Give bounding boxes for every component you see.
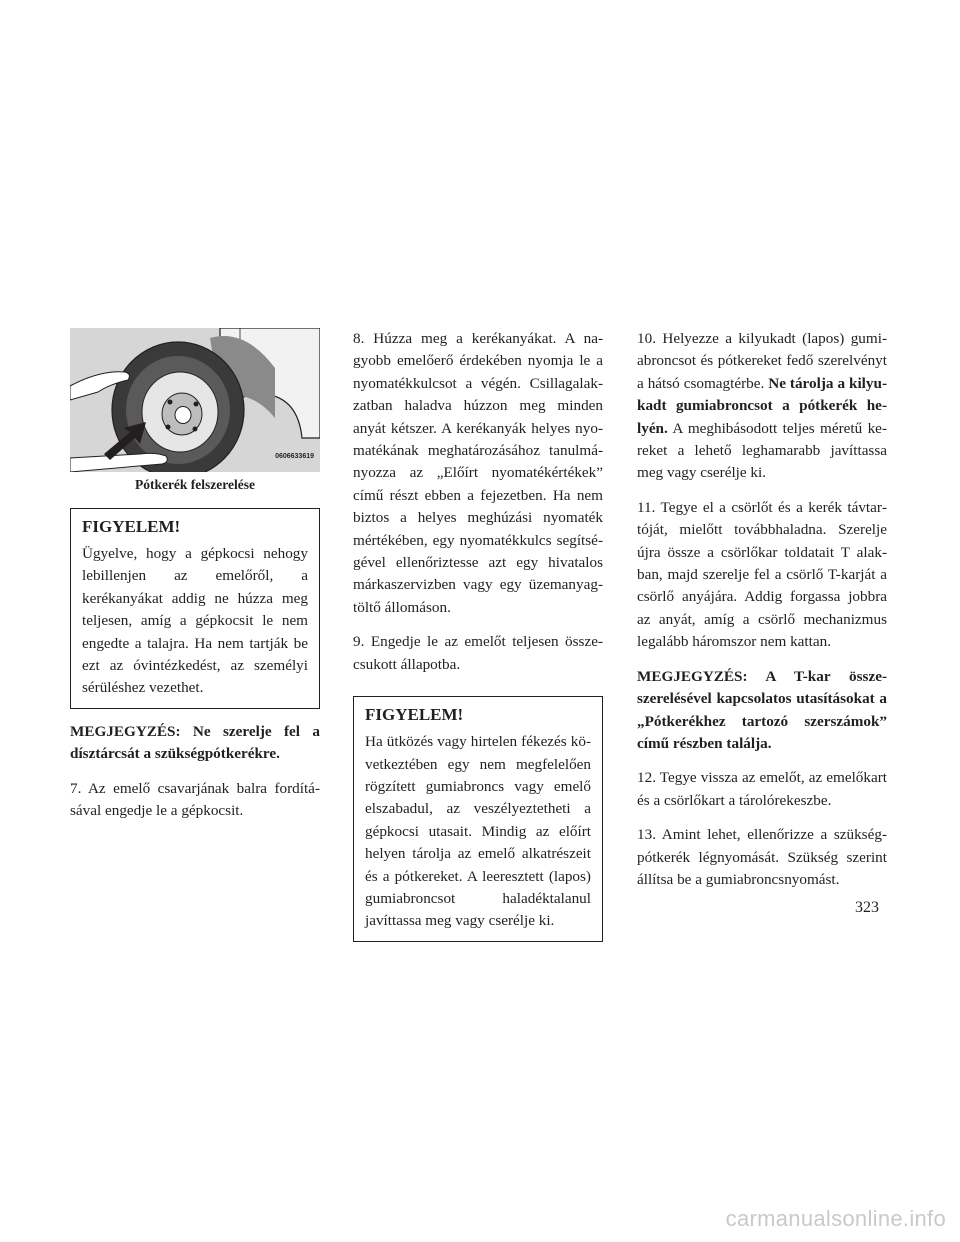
step-12: 12. Tegye vissza az emelőt, az emelőkart és a csörlőkart a tárolórekeszbe. (637, 769, 887, 809)
figure-code: 0606633619 (275, 452, 314, 460)
column-middle (353, 328, 603, 954)
step-10-text-end: A meghibásodott teljes méretű kereket a lehető leghamarabb javíttassa meg vagy cserélje ki. (637, 419, 887, 482)
warning-box (353, 696, 603, 942)
step-9: 9. Engedje le az emelőt teljesen összecsukott állapotba. (353, 633, 603, 673)
watermark: carmanualsonline.info (725, 1206, 946, 1231)
warning-box (70, 508, 320, 709)
page-number: 323 (855, 899, 879, 916)
step-11: 11. Tegye el a csörlőt és a kerék távtartóját, mielőtt továbbhaladna. Szerelje újra össze a csörlőkar toldatait T alakban, majd szerelje fel a csörlő T-karját a csörlő anyájára. Addig forgassa jobbra az anyát, amíg a csörlő mechanizmus legalább háromszor nem kattan. (637, 498, 887, 651)
step-8: 8. Húzza meg a kerékanyákat. A nagyobb emelőerő érdekében nyomja le a nyomatékkulcsot a végén. Csillagalakzatban haladva húzzon meg minden anyát kétszer. A kerékanyák helyes nyomatékának meghatározásához tanulmányozza az „Előírt nyomatékértékek” című részt ebben a fejezetben. Ha nem biztos a helyes meghúzási nyomaték mértékében, egy nyomatékkulcs segítségével ellenőriztesse azt egy hivatalos márkaszervizben vagy egy üzemanyagtöltő állomáson. (353, 330, 603, 616)
warning-text: Ha ütközés vagy hirtelen fékezés következtében egy nem megfelelően rögzített gumiabroncs vagy emelő elszabadul, az veszélyeztetheti a gépkocsi utasait. Mindig az előírt helyen tárolja az emelő alkatrészeit és a pótkereket. A leeresztett (lapos) gumiabroncsot haladéktalanul javíttassa meg vagy cserélje ki. (365, 733, 591, 930)
column-left (70, 328, 320, 834)
step-10 (637, 328, 887, 485)
step-10-text: 10. Helyezze a kilyukadt (lapos) gumiabroncsot és pótkereket fedő szerelvényt a hátsó csomagtérbe. (637, 330, 887, 392)
note-paragraph: MEGJEGYZÉS: A T-kar összeszerelésével kapcsolatos utasításokat a „Pótkerékhez tartozó szerszámok” című részben találja. (637, 667, 887, 752)
figure-caption: Pótkerék felszerelése (134, 477, 256, 492)
column-right (637, 328, 887, 903)
step-7: 7. Az emelő csavarjának balra fordításával engedje le a gépkocsit. (70, 779, 320, 820)
warning-title: FIGYELEM! (365, 705, 464, 725)
step-10-bold: Ne tárolja a kilyukadt gumiabroncsot a pótkerék helyén. (637, 374, 887, 437)
step-13: 13. Amint lehet, ellenőrizze a szükségpótkerék légnyomását. Szükség szerint állítsa be a gumiabroncsnyomást. (637, 826, 887, 888)
note-paragraph: MEGJEGYZÉS: Ne szerelje fel a dísztárcsát a szükségpótkerékre. (70, 722, 320, 763)
warning-text: Ügyelve, hogy a gépkocsi nehogy lebillenjen az emelőről, a kerékanyákat addig ne húzza meg teljesen, amíg a gépkocsit le nem engedte a talajra. Ha nem tartják be ezt az óvintézkedést, az személyi sérüléshez vezethet. (82, 545, 308, 697)
spare-tire-illustration (70, 328, 320, 472)
warning-title: FIGYELEM! (82, 517, 181, 536)
